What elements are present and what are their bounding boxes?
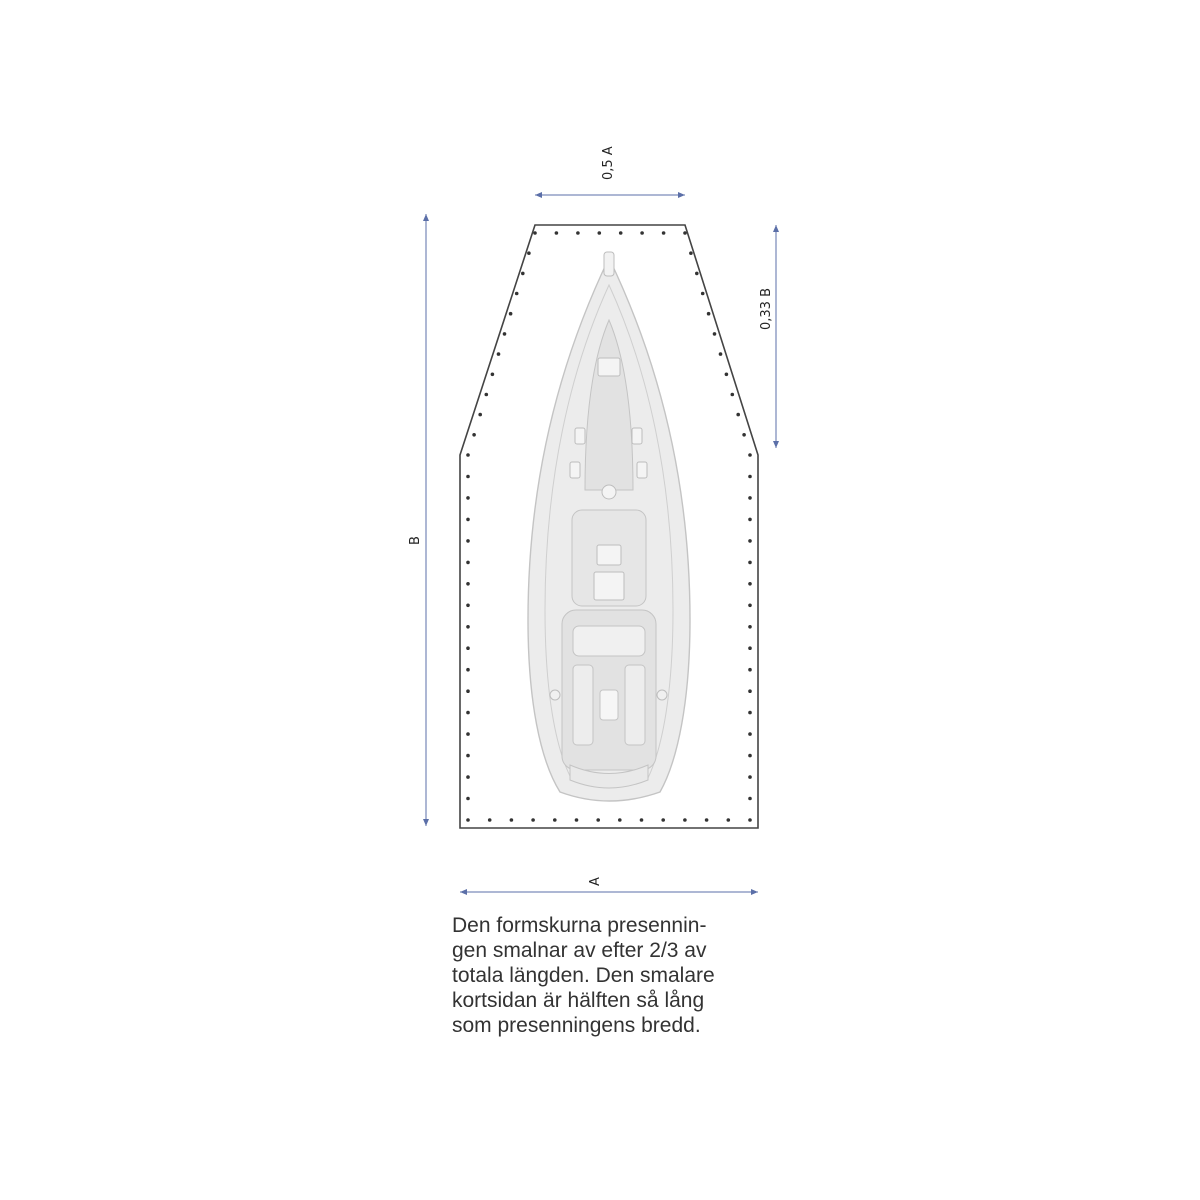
- grommet-dot: [466, 539, 470, 543]
- grommet-dot: [661, 818, 665, 822]
- grommet-dot: [748, 646, 752, 650]
- grommet-dot: [466, 689, 470, 693]
- grommet-dot: [695, 272, 699, 276]
- grommet-dot: [742, 433, 746, 437]
- grommet-dot: [510, 818, 514, 822]
- grommet-dot: [713, 332, 717, 336]
- grommet-dot: [748, 496, 752, 500]
- grommet-dot: [748, 582, 752, 586]
- grommet-dot: [748, 453, 752, 457]
- grommet-dot: [466, 625, 470, 629]
- grommet-dot: [719, 352, 723, 356]
- grommet-dot: [527, 251, 531, 255]
- grommet-dot: [748, 754, 752, 758]
- grommet-dot: [748, 475, 752, 479]
- grommet-dot: [515, 292, 519, 296]
- label-top-width: 0,5 A: [601, 146, 616, 180]
- grommet-dot: [466, 732, 470, 736]
- grommet-dot: [748, 775, 752, 779]
- grommet-dot: [555, 231, 559, 235]
- grommet-dot: [748, 689, 752, 693]
- caption-line: totala längden. Den smalare: [452, 964, 715, 987]
- grommet-dot: [736, 413, 740, 417]
- grommet-dot: [478, 413, 482, 417]
- caption-line: kortsidan är hälften så lång: [452, 989, 705, 1012]
- grommet-dot: [466, 754, 470, 758]
- grommet-dot: [619, 231, 623, 235]
- grommet-dot: [707, 312, 711, 316]
- label-width: A: [588, 877, 603, 886]
- grommet-dot: [725, 373, 729, 377]
- caption-line: som presenningens bredd.: [452, 1014, 701, 1037]
- grommet-dot: [466, 475, 470, 479]
- grommet-dot: [497, 352, 501, 356]
- grommet-dot: [727, 818, 731, 822]
- grommet-dot: [701, 292, 705, 296]
- grommet-dot: [466, 818, 470, 822]
- grommet-dot: [748, 818, 752, 822]
- grommet-dot: [683, 818, 687, 822]
- grommet-dot: [466, 668, 470, 672]
- grommet-dot: [472, 433, 476, 437]
- grommet-dot: [705, 818, 709, 822]
- grommet-dot: [575, 818, 579, 822]
- grommet-dot: [466, 604, 470, 608]
- grommet-dot: [618, 818, 622, 822]
- caption: [452, 913, 752, 1038]
- caption-line: gen smalnar av efter 2/3 av: [452, 939, 707, 962]
- grommet-dot: [748, 539, 752, 543]
- grommet-dot: [689, 251, 693, 255]
- grommet-dot: [748, 604, 752, 608]
- grommet-dot: [466, 561, 470, 565]
- label-total-length: B: [408, 536, 423, 545]
- grommet-dot: [596, 818, 600, 822]
- grommet-dot: [521, 272, 525, 276]
- grommet-dot: [491, 373, 495, 377]
- grommet-dot: [640, 231, 644, 235]
- grommet-dot: [748, 625, 752, 629]
- grommet-dot: [731, 393, 735, 397]
- grommet-dot: [466, 453, 470, 457]
- caption-line: Den formskurna presennin-: [452, 914, 707, 937]
- grommet-dot: [533, 231, 537, 235]
- grommet-dot: [748, 561, 752, 565]
- label-taper-length: 0,33 B: [759, 288, 774, 330]
- grommet-dot: [466, 711, 470, 715]
- grommet-dot: [466, 646, 470, 650]
- grommet-dot: [640, 818, 644, 822]
- grommet-dot: [466, 797, 470, 801]
- grommet-dot: [531, 818, 535, 822]
- boat-illustration: [528, 252, 690, 801]
- grommet-dot: [748, 711, 752, 715]
- grommet-dot: [488, 818, 492, 822]
- grommet-dot: [553, 818, 557, 822]
- grommet-dot: [509, 312, 513, 316]
- grommet-dot: [466, 518, 470, 522]
- grommet-dot: [748, 518, 752, 522]
- grommet-dot: [683, 231, 687, 235]
- grommet-dot: [598, 231, 602, 235]
- grommet-dot: [576, 231, 580, 235]
- grommet-dot: [662, 231, 666, 235]
- grommet-dot: [466, 496, 470, 500]
- grommet-dot: [748, 732, 752, 736]
- grommet-dot: [503, 332, 507, 336]
- grommet-dot: [466, 775, 470, 779]
- grommet-dot: [748, 668, 752, 672]
- grommet-dot: [748, 797, 752, 801]
- grommet-dot: [466, 582, 470, 586]
- grommet-dot: [485, 393, 489, 397]
